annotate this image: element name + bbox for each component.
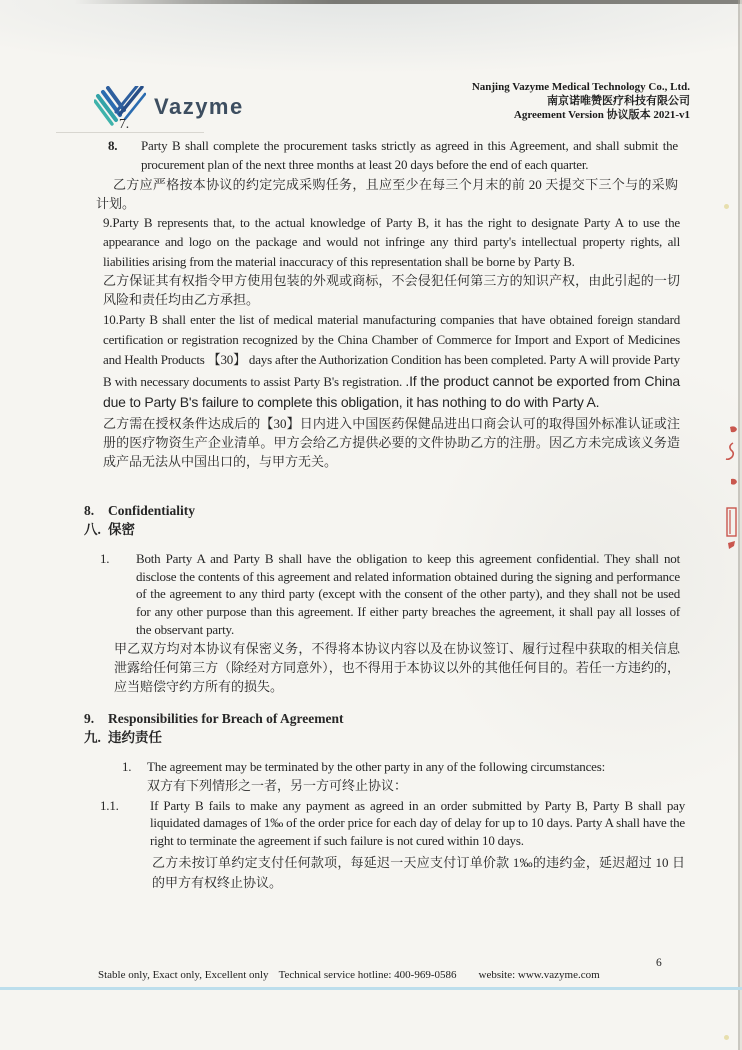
clause-8-en-text: Party B shall complete the procurement tasks strictly as agreed in this Agreement, and shall submit the procurement plan of the next three months at least 20 days before the end of each quarter. (141, 138, 678, 173)
clause-10-en (103, 310, 680, 414)
breach-clause-1-1-en (100, 797, 685, 850)
confidentiality-clause-1-cn: 甲乙双方均对本协议有保密义务，不得将本协议内容以及在协议签订、履行过程中获取的相关信息泄露给任何第三方（除经对方同意外），也不得用于本协议以外的其他任何目的。若任一方违约的，应当赔偿守约方所有的损失。 (114, 640, 680, 695)
section-9-heading-en (84, 709, 742, 729)
clause-10-en-sans: .If the product cannot be exported from China due to Party B's failure to complete this obligation, it has nothing to do with Party A. (103, 372, 680, 411)
breach-clause-1-1-en-text: If Party B fails to make any payment as agreed in an order submitted by Party B, Party B shall pay liquidated damages of 1‰ of the order price for each day of delay for up to 10 days. Party A shall have the right to terminate the agreement if such failure is not cured within 10 days. (150, 797, 685, 848)
breach-clause-1-cn: 双方有下列情形之一者，另一方可终止协议： (147, 777, 408, 793)
section-8-number-en: 8. (84, 502, 95, 518)
footer (98, 969, 658, 981)
clause-8-block (96, 136, 678, 213)
section-9-number-cn: 九. (84, 730, 101, 746)
confidentiality-clause-1-en (100, 550, 680, 639)
scan-speck-bottom (724, 1035, 729, 1040)
section-9-heading (84, 709, 742, 748)
breach-clause-1-en (100, 757, 680, 776)
section-8-heading (84, 501, 742, 540)
clause-10-block (103, 310, 680, 471)
scan-speck-top (724, 204, 729, 209)
clause-9-block (103, 213, 680, 309)
section-8-heading-cn (84, 520, 742, 540)
confidentiality-clause-1 (100, 550, 680, 697)
red-seal-edge-marks (721, 419, 741, 564)
breach-clause-1 (100, 757, 680, 795)
footer-website: website: www.vazyme.com (478, 969, 600, 981)
vazyme-logo (94, 86, 244, 128)
confidentiality-clause-1-number: 1. (100, 550, 110, 566)
clause-10-cn: 乙方需在授权条件达成后的【30】日内进入中国医药保健品进出口商会认可的取得国外标准认证或注册的医疗物资生产企业清单。甲方会给乙方提供必要的文件协助乙方的注册。因乙方未完成该义务造成产品无法从中国出口的，与甲方无关。 (103, 415, 680, 469)
breach-clause-1-1-cn: 乙方未按订单约定支付任何款项，每延迟一天应支付订单价款 1‰的违约金，延迟超过 10 日的甲方有权终止协议。 (152, 855, 685, 890)
section-8-title-cn: 保密 (108, 522, 135, 538)
breach-clause-1-1-number: 1.1. (100, 797, 119, 813)
section-9-title-cn: 违约责任 (108, 730, 162, 746)
section-9-heading-cn (84, 728, 742, 748)
clause-8-number: 8. (108, 138, 118, 153)
clause-10-en-serif: 10.Party B shall enter the list of medical material manufacturing companies that have obtained foreign standard certification or registration recognized by the China Chamber of Commerce for Import and Export of Medicines and Health Products 【30】 days after the Authorization Condition has been completed. Party A will provide Party B with necessary documents to assist Party B's registration. (103, 311, 680, 389)
breach-clause-1-number: 1. (122, 758, 132, 774)
clause-8-en (100, 136, 678, 175)
section-8-number-cn: 八. (84, 522, 101, 538)
company-name-cn: 南京诺唯赞医疗科技有限公司 (547, 95, 690, 107)
breach-clause-1-1 (100, 797, 685, 892)
breach-clause-1-en-text: The agreement may be terminated by the other party in any of the following circumstances: (147, 758, 605, 774)
section-9-title-en: Responsibilities for Breach of Agreement (108, 710, 344, 726)
footer-slogan: Stable only, Exact only, Excellent only (98, 969, 269, 981)
footer-hotline: Technical service hotline: 400-969-0586 (278, 969, 457, 981)
scan-top-edge (0, 0, 742, 4)
company-name-en: Nanjing Vazyme Medical Technology Co., Ltd. (471, 81, 690, 93)
footer-accent-rule (0, 987, 742, 990)
agreement-body (0, 136, 742, 892)
header-divider-rule (56, 132, 204, 133)
page-number: 6 (656, 957, 662, 969)
list-item-7-number: 7. (119, 116, 130, 131)
clause-9-cn: 乙方保证其有权指令甲方使用包装的外观或商标，不会侵犯任何第三方的知识产权，由此引起的一切风险和责任均由乙方承担。 (103, 273, 680, 308)
section-9-number-en: 9. (84, 710, 95, 726)
section-8-title-en: Confidentiality (108, 502, 196, 518)
vazyme-wordmark: Vazyme (154, 94, 244, 119)
company-header-block (472, 80, 690, 122)
confidentiality-clause-1-en-text: Both Party A and Party B shall have the obligation to keep this agreement confidential. They shall not disclose the contents of this agreement and related information obtained during the signing and performance of the agreement to any third party (except with the consent of the other party), and they shall not be used for any other purpose than this agreement. If either party breaches the agreement, it shall pay all losses of the observant party. (136, 550, 680, 637)
clause-9-en: 9.Party B represents that, to the actual knowledge of Party B, it has the right to designate Party A to use the appearance and logo on the package and would not infringe any third party's intellectual property rights, all liabilities arising from the material inaccuracy of this representation shall be borne by Party B. (103, 215, 680, 269)
section-8-heading-en (84, 501, 742, 521)
clause-8-cn: 乙方应严格按本协议的约定完成采购任务，且应至少在每三个月末的前 20 天提交下三个与的采购计划。 (96, 176, 678, 211)
agreement-version-line: Agreement Version 协议版本 2021-v1 (513, 109, 690, 121)
